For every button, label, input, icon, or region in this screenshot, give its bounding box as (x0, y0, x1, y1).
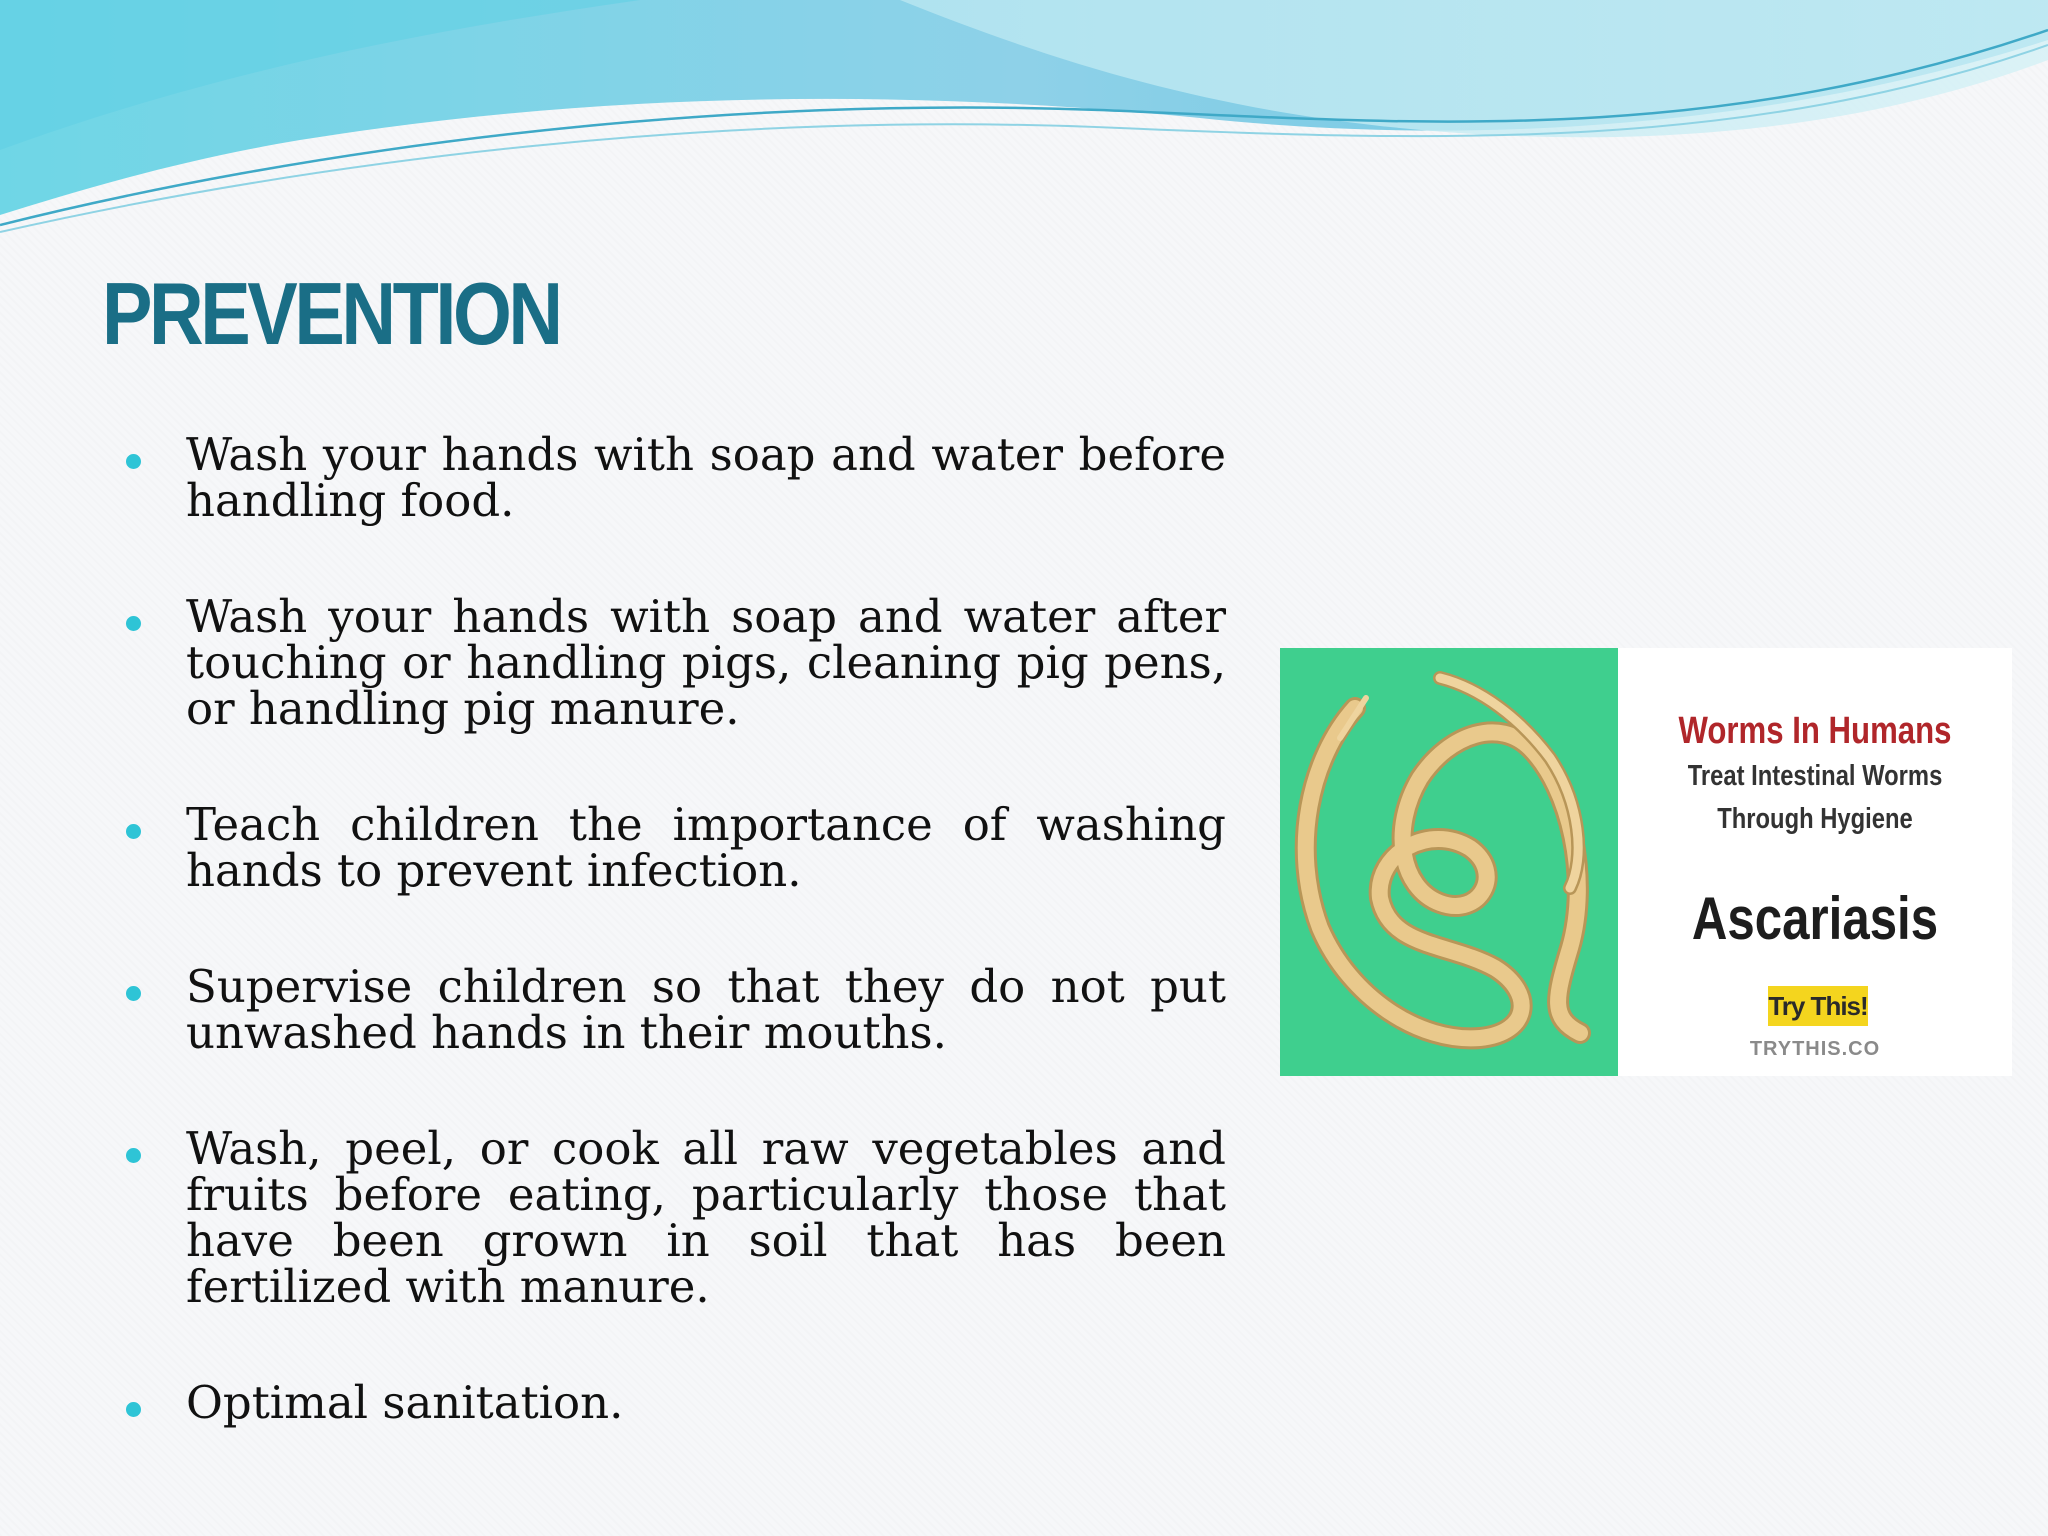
list-item (126, 428, 1226, 527)
bullet-dot-icon (126, 986, 141, 1001)
bullet-dot-icon (126, 1148, 141, 1163)
bullet-list (126, 428, 1226, 1429)
bullet-text: Teach children the importance of washing hands to prevent infection. (186, 798, 1226, 897)
figure-subheading: Through Hygiene (1717, 803, 1913, 835)
bullet-text: Supervise children so that they do not put unwashed hands in their mouths. (186, 960, 1226, 1059)
bullet-text: Wash, peel, or cook all raw vegetables and fruits before eating, particularly those that have been grown in soil that has been fertilized with manure. (186, 1122, 1226, 1313)
figure-disease-name: Ascariasis (1691, 885, 1939, 952)
figure-heading: Worms In Humans (1678, 710, 1952, 752)
bullet-dot-icon (126, 454, 141, 469)
bullet-text: Wash your hands with soap and water before handling food. (186, 428, 1226, 527)
figure-caption-panel (1618, 648, 2012, 1076)
figure-subheading: Treat Intestinal Worms (1687, 760, 1943, 792)
list-item (126, 590, 1226, 735)
list-item (126, 1122, 1226, 1313)
list-item (126, 1376, 1226, 1429)
list-item (126, 960, 1226, 1059)
try-this-badge: Try This! (1768, 986, 1868, 1026)
figure-site-label: TRYTHIS.CO (1749, 1038, 1881, 1060)
bullet-dot-icon (126, 1402, 141, 1417)
bullet-dot-icon (126, 616, 141, 631)
header-wave-decoration (0, 0, 2048, 260)
worm-photo (1280, 648, 1618, 1076)
bullet-text: Optimal sanitation. (186, 1376, 624, 1429)
ascariasis-figure (1280, 648, 2012, 1076)
list-item (126, 798, 1226, 897)
bullet-dot-icon (126, 824, 141, 839)
bullet-text: Wash your hands with soap and water after touching or handling pigs, cleaning pig pens, or handling pig manure. (186, 590, 1226, 735)
slide-title: PREVENTION (102, 264, 560, 363)
